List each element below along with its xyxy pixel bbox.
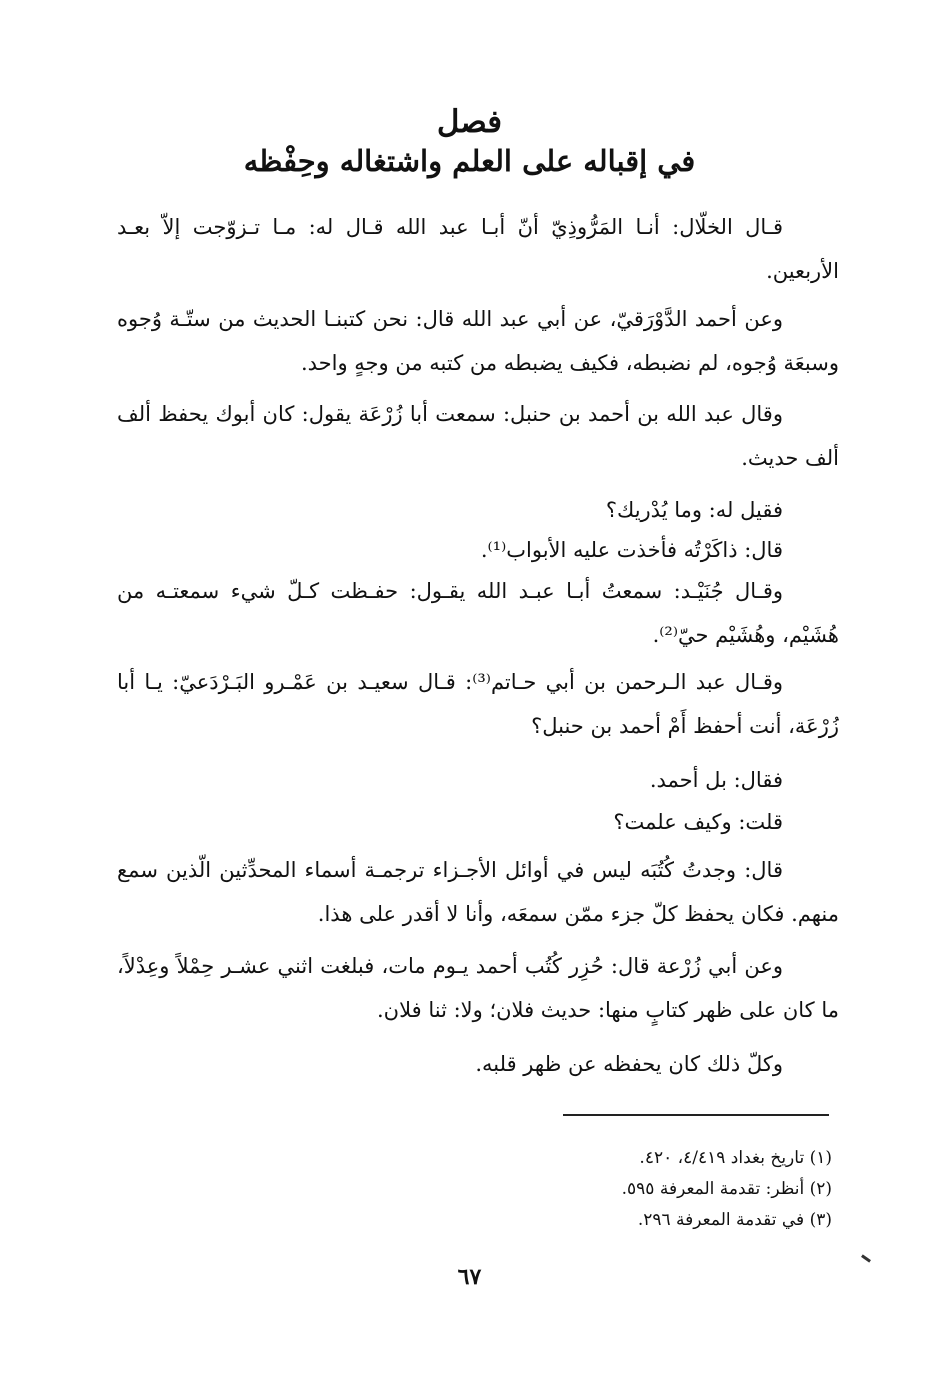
paragraph-8 (117, 758, 839, 802)
paragraph-text: قال: وجدتُ كُتُبَه ليس في أوائل الأجـزاء ترجمـة أسماء المحدِّثين الّذين سمع منهم. فكان يحفظ كلّ جزء ممّن سمعَه، وأنا لا أقدر على هذا. (117, 858, 839, 926)
paragraph-text: وعن أبي زُرْعة قال: حُزِر كُتُب أحمد يـوم مات، فبلغت اثني عشـر حِمْلاً وعِدْلاً، ما كان على ظهر كتابٍ منها: حديث فلان؛ ولا: ثنا فلان. (117, 954, 839, 1022)
paragraph-11 (117, 944, 839, 1032)
scan-speck (861, 1254, 871, 1262)
footnote-2: (٢) أنظر: تقدمة المعرفة ٥٩٥. (621, 1179, 832, 1199)
paragraph-text: قـال الخلّال: أنـا المَرُّوذِيّ أنّ أبـا عبد الله قـال له: مـا تـزوّجت إلاّ بعـد الأربعين. (117, 215, 839, 283)
page-number: ٦٧ (457, 1264, 482, 1290)
paragraph-2 (117, 297, 839, 385)
paragraph-text: وقـال جُنَيْـد: سمعتُ أبـا عبـد الله يقـول: حفـظت كـلّ شيء سمعتـه من هُشَيْم، وهُشَيْم حيّ⁽²⁾. (117, 579, 839, 647)
footnote-1: (١) تاريخ بغداد ٤/٤١٩، ٤٢٠. (639, 1148, 832, 1168)
paragraph-text: وقـال عبد الـرحمن بن أبي حـاتم⁽³⁾: قـال سعيـد بن عَمْـرو البَـرْدَعيّ: يـا أبا زُرْعَة، أنت أحفظ أَمْ أحمد بن حنبل؟ (117, 670, 839, 738)
paragraph-text: وكلّ ذلك كان يحفظه عن ظهر قلبه. (475, 1052, 783, 1076)
paragraph-10 (117, 848, 839, 936)
paragraph-text: قلت: وكيف علمت؟ (613, 810, 783, 834)
paragraph-3 (117, 392, 839, 480)
paragraph-text: فقال: بل أحمد. (649, 768, 783, 792)
paragraph-text: وعن أحمد الدَّوْرَقيّ، عن أبي عبد الله قال: نحن كتبنـا الحديث من ستّـة وُجوه وسبعَة وُجوه، لم نضبطه، فكيف يضبطه من كتبه من وجهٍ واحد. (117, 307, 839, 375)
section-title: فصل (436, 104, 503, 140)
paragraph-5 (117, 528, 839, 572)
paragraph-1 (117, 205, 839, 293)
paragraph-4 (117, 488, 839, 532)
paragraph-9 (117, 800, 839, 844)
footnote-divider (563, 1114, 829, 1116)
footnotes (622, 1143, 832, 1236)
footnote-3: (٣) في تقدمة المعرفة ٢٩٦. (637, 1210, 832, 1230)
paragraph-text: قال: ذاكَرْتُه فأخذت عليه الأبواب⁽¹⁾. (480, 538, 783, 562)
paragraph-7 (117, 660, 839, 748)
section-subtitle: في إقباله على العلم واشتغاله وحِفْظه (243, 144, 696, 178)
paragraph-12 (117, 1042, 839, 1086)
paragraph-6 (117, 569, 839, 657)
paragraph-text: وقال عبد الله بن أحمد بن حنبل: سمعت أبا زُرْعَة يقول: كان أبوك يحفظ ألف ألف حديث. (117, 402, 839, 470)
paragraph-text: فقيل له: وما يُدْريك؟ (605, 498, 783, 522)
